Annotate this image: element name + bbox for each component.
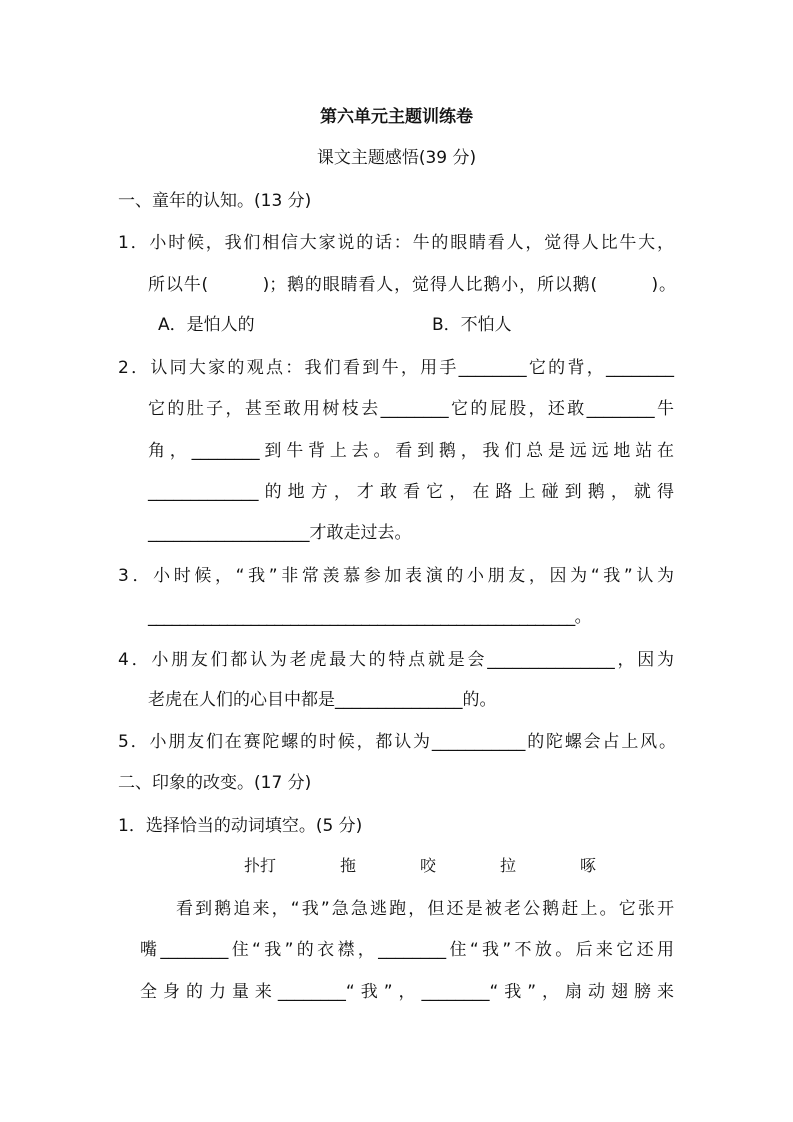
question-1-line-2: 所以牛( )；鹅的眼睛看人，觉得人比鹅小，所以鹅( )。 [148, 275, 676, 295]
part2-question-1: 1．选择恰当的动词填空。(5 分) [118, 816, 363, 836]
question-1-line-1: 1．小时候，我们相信大家说的话：牛的眼睛看人，觉得人比牛大， [118, 233, 674, 253]
subtitle: 课文主题感悟(39 分) [316, 148, 477, 168]
question-2-line-5: ___________________才敢走过去。 [148, 523, 412, 543]
question-3-line-2: ______________________________________________________。 [148, 607, 592, 627]
question-3-line-1: 3．小时候，“我”非常羡慕参加表演的小朋友，因为“我”认为 [118, 566, 674, 586]
question-2-line-2: 它的肚子，甚至敢用树枝去________它的屁股，还敢________牛 [148, 399, 674, 419]
option-b: B．不怕人 [432, 315, 512, 335]
passage-line-3: 全身的力量来________“我”，________“我”，扇动翅膀来 [140, 982, 674, 1002]
page-title: 第六单元主题训练卷 [320, 107, 473, 127]
question-2-line-3: 角，________到牛背上去。看到鹅，我们总是远远地站在 [148, 441, 674, 461]
question-4-line-1: 4．小朋友们都认为老虎最大的特点就是会_______________，因为 [118, 650, 674, 670]
question-4-line-2: 老虎在人们的心目中都是_______________的。 [148, 690, 497, 710]
question-5: 5．小朋友们在赛陀螺的时候，都认为___________的陀螺会占上风。 [118, 732, 676, 752]
section-heading-2: 二、印象的改变。(17 分) [118, 773, 312, 793]
option-a: A．是怕人的 [158, 315, 255, 335]
question-2-line-4: _____________的地方，才敢看它，在路上碰到鹅，就得 [148, 482, 674, 502]
word-bank: 扑打 拖 咬 拉 啄 [244, 856, 597, 875]
question-2-line-1: 2．认同大家的观点：我们看到牛，用手________它的背，________ [118, 358, 674, 378]
passage-line-2: 嘴________住“我”的衣襟，________住“我”不放。后来它还用 [140, 940, 674, 960]
section-heading-1: 一、童年的认知。(13 分) [118, 191, 312, 211]
passage-line-1: 看到鹅追来，“我”急急逃跑，但还是被老公鹅赶上。它张开 [176, 899, 674, 919]
